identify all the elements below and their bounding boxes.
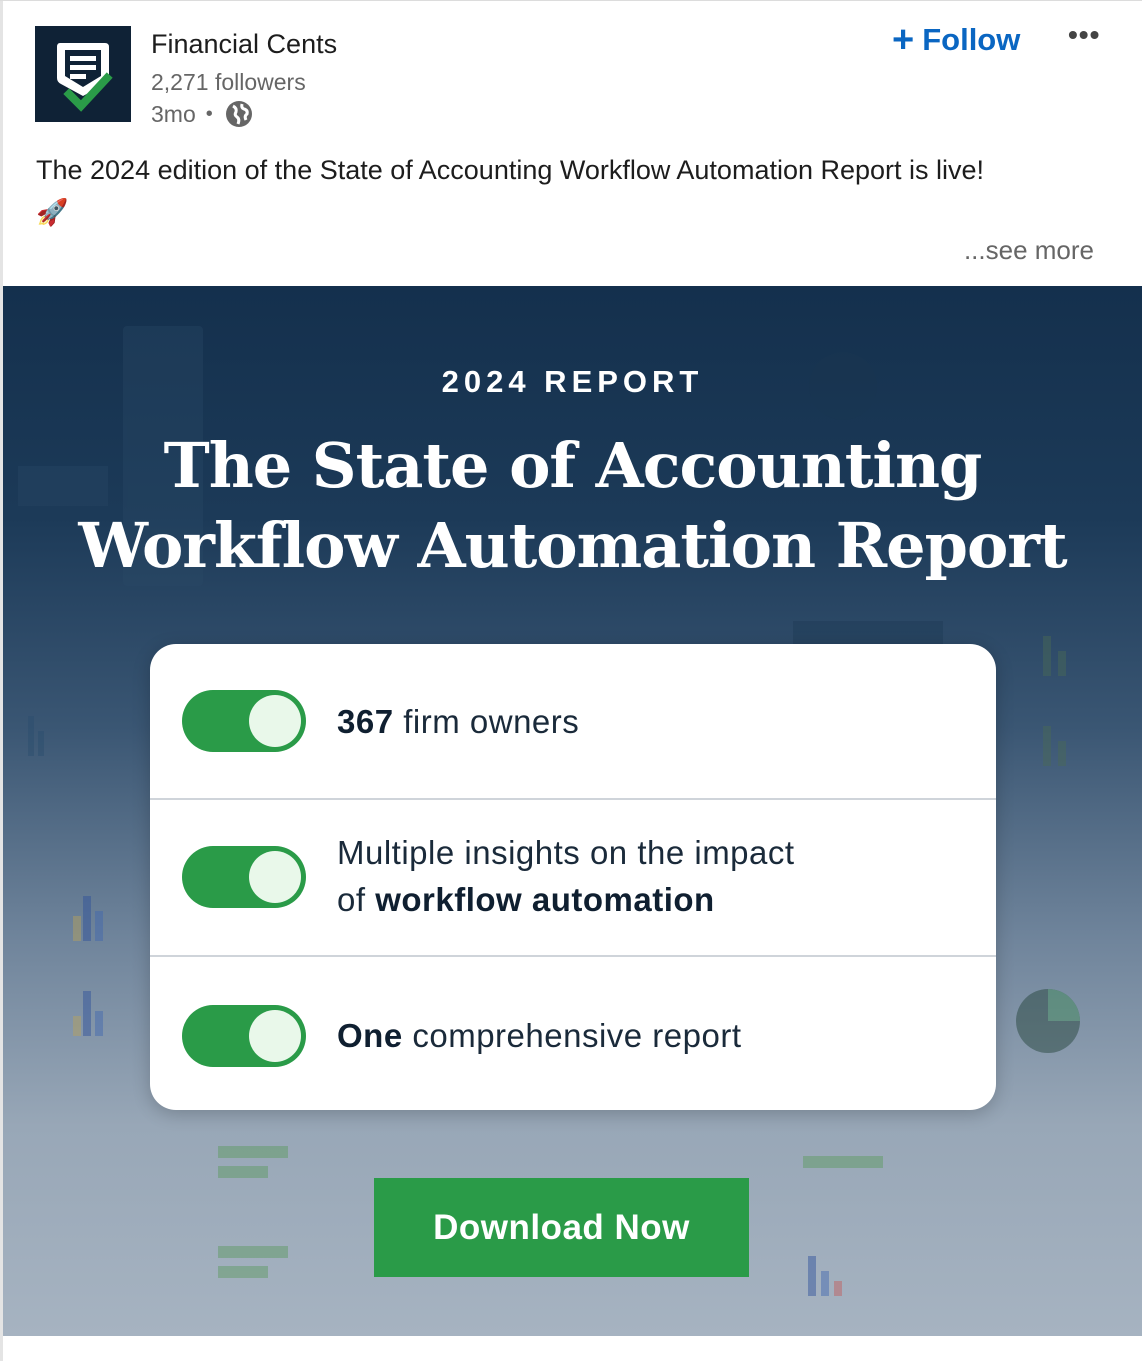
feature-line-2-pre: of bbox=[337, 881, 376, 918]
report-kicker: 2024 REPORT bbox=[441, 364, 704, 399]
feature-row-report bbox=[150, 957, 996, 1110]
feature-text bbox=[337, 698, 579, 745]
toggle-knob bbox=[249, 851, 301, 903]
feature-rest: firm owners bbox=[393, 703, 580, 740]
post-age: 3mo bbox=[151, 100, 196, 127]
meta-separator: • bbox=[205, 102, 213, 125]
see-more-link[interactable]: ...see more bbox=[963, 235, 1094, 265]
download-now-button[interactable]: Download Now bbox=[374, 1178, 749, 1277]
toggle-switch-icon bbox=[182, 690, 306, 752]
feature-line-2 bbox=[337, 876, 795, 923]
follow-label: Follow bbox=[922, 22, 1021, 57]
feature-text bbox=[337, 829, 795, 923]
post-text: The 2024 edition of the State of Accounting Workflow Automation Report is live! bbox=[36, 155, 985, 185]
feature-line-1: Multiple insights on the impact bbox=[337, 834, 795, 871]
toggle-switch-icon bbox=[182, 1005, 306, 1067]
feature-text bbox=[337, 1012, 742, 1059]
author-name[interactable]: Financial Cents bbox=[151, 29, 338, 59]
post-meta bbox=[151, 100, 253, 128]
feature-row-insights bbox=[150, 800, 996, 955]
company-logo[interactable] bbox=[35, 26, 131, 122]
follower-count: 2,271 followers bbox=[151, 69, 306, 95]
report-banner-image[interactable] bbox=[3, 286, 1142, 1336]
feature-bold: workflow automation bbox=[375, 881, 715, 918]
financial-cents-logo-icon bbox=[35, 26, 131, 122]
feature-bold: 367 bbox=[337, 703, 394, 740]
more-options-icon[interactable]: ••• bbox=[1068, 19, 1101, 50]
headline-line-2: Workflow Automation Report bbox=[78, 509, 1067, 582]
follow-button[interactable] bbox=[892, 21, 1020, 59]
toggle-switch-icon bbox=[182, 846, 306, 908]
toggle-knob bbox=[249, 1010, 301, 1062]
plus-icon: + bbox=[892, 19, 915, 61]
feature-rest: comprehensive report bbox=[402, 1017, 742, 1054]
globe-icon bbox=[225, 100, 253, 128]
headline-line-1: The State of Accounting bbox=[163, 429, 982, 502]
rocket-emoji: 🚀 bbox=[36, 197, 69, 227]
feature-bold: One bbox=[337, 1017, 403, 1054]
toggle-knob bbox=[249, 695, 301, 747]
feature-row-firm-owners bbox=[150, 644, 996, 798]
report-headline bbox=[3, 426, 1142, 586]
features-panel bbox=[150, 644, 996, 1110]
